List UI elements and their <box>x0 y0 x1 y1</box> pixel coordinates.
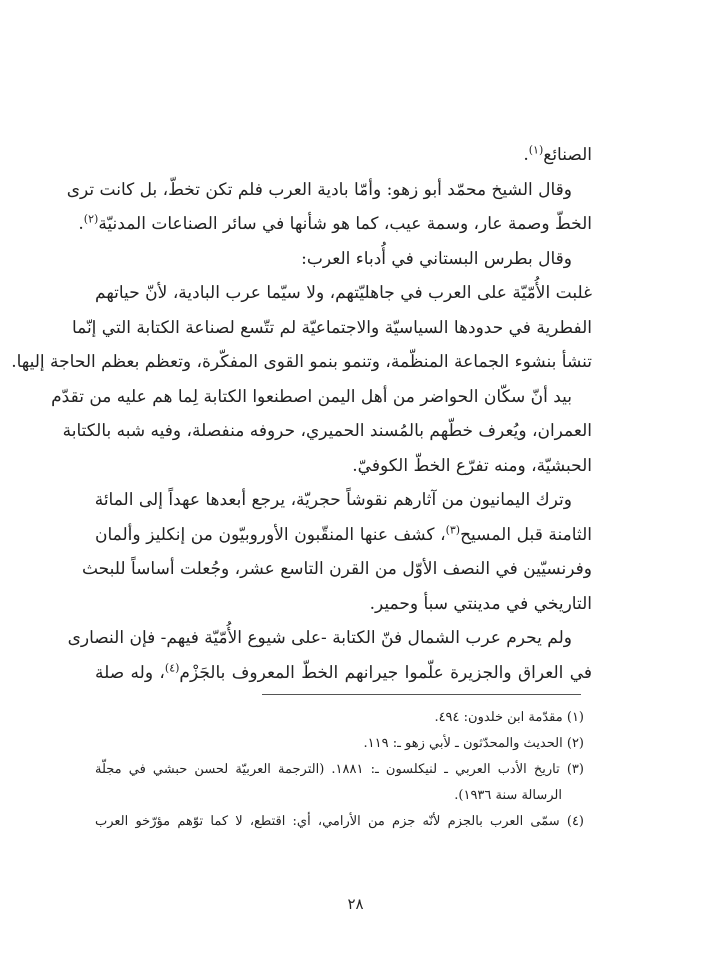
text-segment: في العراق والجزيرة علّموا جيرانهم الخطّ المعروف بالجَزْم <box>179 662 593 683</box>
quote-line: التاريخي في مدينتي سبأ وحمير. <box>369 593 592 614</box>
footnote-ref[interactable]: (١) <box>528 143 544 157</box>
text-line: وقال بطرس البستاني في أُدباء العرب: <box>301 248 572 269</box>
text-segment: ، كشف عنها المنقّبون الأوروبيّون من إنكليز وألمان <box>95 524 446 545</box>
quote-line: ولم يحرم عرب الشمال فنّ الكتابة -على شيوع الأُمّيّة فيهم- فإن النصارى <box>67 628 572 648</box>
quote-line: غلبت الأُمّيّة على العرب في جاهليّتهم، ولا سيّما عرب البادية، لأنّ حياتهم <box>95 283 592 303</box>
quote-line: وفرنسيّين في النصف الأوّل من القرن التاسع عشر، وجُعلت أساساً للبحث <box>81 559 592 579</box>
footnotes <box>95 705 584 835</box>
footnote: (٤) سمّى العرب بالجزم لأنّه جزم من الأرامي، أي: اقتطع، لا كما توّهم مؤرّخو العرب <box>95 814 584 829</box>
text-segment: . <box>523 145 529 165</box>
text-segment: الثامنة قبل المسيح <box>460 524 592 545</box>
footnote-ref[interactable]: (٤) <box>164 660 180 674</box>
footnote: (٢) الحديث والمحدّثون ـ لأبي زهو ـ: ١١٩. <box>363 736 584 751</box>
quote-line: وترك اليمانيون من آثارهم نقوشاً حجريّة، يرجع أبعدها عهداً إلى المائة <box>94 490 572 510</box>
footnote: (١) مقدّمة ابن خلدون: ٤٩٤. <box>434 710 584 725</box>
text-segment: ، وله صلة <box>95 662 165 683</box>
footnote-continuation: الرسالة سنة ١٩٣٦). <box>454 788 562 803</box>
text-segment: الخطّ وصمة عار، وسمة عيب، كما هو شأنها في سائر الصناعات المدنيّة <box>98 214 592 234</box>
quote-line <box>95 656 592 691</box>
text-segment: الصنائع <box>543 145 592 165</box>
footnote-divider <box>262 694 581 695</box>
text-line <box>95 138 592 173</box>
quote-line: الفطرية في حدودها السياسيّة والاجتماعيّة لم تتّسع لصناعة الكتابة التي إنّما <box>71 317 592 338</box>
footnote: (٣) تاريخ الأدب العربي ـ لنيكلسون ـ: ١٨٨١. (الترجمة العربيّة لحسن حبشي في مجلّة <box>95 762 584 777</box>
quote-line <box>95 518 592 553</box>
quote-line: تنشأ بنشوء الجماعة المنظّمة، وتنمو بنمو القوى المفكّرة، وتعظم بعظم الحاجة إليها. <box>11 352 592 372</box>
quote-line: العمران، ويُعرف خطّهم بالمُسند الحميري، حروفه منفصلة، وفيه شبه بالكتابة <box>62 421 592 441</box>
footnote-ref[interactable]: (٣) <box>445 522 461 536</box>
text-line: وقال الشيخ محمّد أبو زهو: وأمّا بادية العرب فلم تكن تخطّ، بل كانت ترى <box>66 179 572 200</box>
page-number: ٢٨ <box>347 895 364 913</box>
text-segment: . <box>78 214 84 234</box>
quote-line: الحبشيّة، ومنه تفرّع الخطّ الكوفيّ. <box>352 455 592 476</box>
footnote-ref[interactable]: (٢) <box>83 212 99 226</box>
main-text <box>11 138 593 690</box>
quote-line: بيد أنّ سكّان الحواضر من أهل اليمن اصطنعوا الكتابة لِما هم عليه من تقدّم <box>51 386 572 407</box>
text-line <box>78 207 592 242</box>
